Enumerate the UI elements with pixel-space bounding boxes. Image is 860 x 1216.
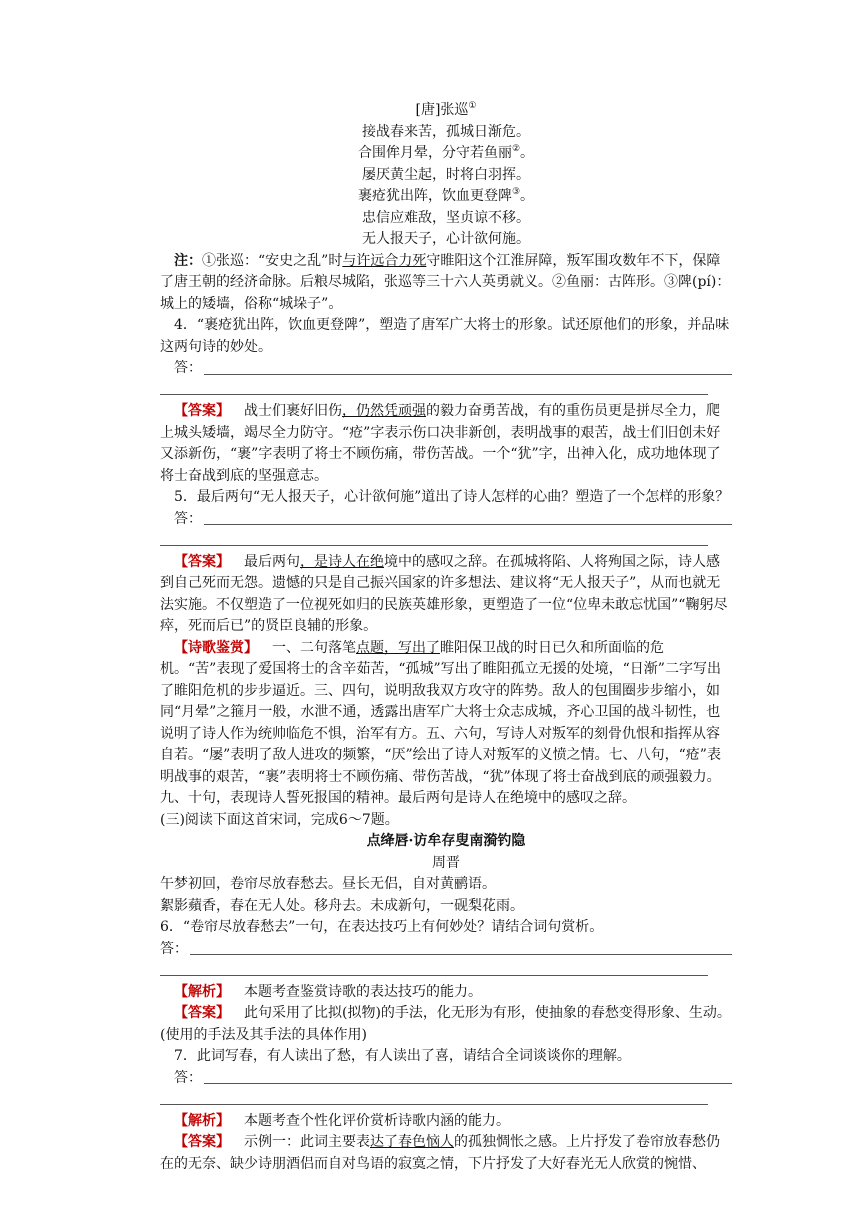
question-4: 4．“裹疮犹出阵，饮血更登陴”，塑造了唐军广大将士的形象。试还原他们的形象，并品味这两句诗的妙处。 bbox=[160, 317, 730, 355]
answer-line[interactable]: 答： bbox=[160, 939, 732, 961]
poem-line: 接战春来苦，孤城日渐危。 bbox=[362, 123, 530, 140]
poem-line: 忠信应难敌，坚贞谅不移。 bbox=[362, 209, 530, 226]
ci-line: 午梦初回，卷帘尽放春愁去。昼长无侣，自对黄鹂语。 bbox=[160, 876, 496, 892]
answer-line[interactable]: 答： bbox=[160, 509, 732, 531]
question-7: 7．此词写春，有人读出了愁，有人读出了喜，请结合全词谈谈你的理解。 bbox=[174, 1048, 631, 1064]
answer-line[interactable] bbox=[160, 960, 732, 982]
poem-appreciation: 【诗歌鉴赏】 一、二句落笔点题，写出了睢阳保卫战的时日已久和所面临的危机。“苦”表现了爱国将士的含辛茹苦，“孤城”写出了睢阳孤立无援的处境，“日渐”二字写出了睢阳危机的步步逼近。三、四句，说明敌我双方攻守的阵势。敌人的包围圈步步缩小，如同“月晕”之箍月一般，水泄不通，透露出唐军广大将士众志成城，齐心卫国的战斗韧性，也说明了诗人作为统帅临危不惧，治军有方。五、六句，写诗人对叛军的刻骨仇恨和指挥从容自若。“屡”表明了敌人进攻的频繁，“厌”绘出了诗人对叛军的义愤之情。七、八句，“疮”表明战事的艰苦，“裹”表明将士不顾伤痛、带伤苦战，“犹”体现了将士奋战到底的顽强毅力。九、十句，表现诗人誓死报国的精神。最后两句是诗人在绝境中的感叹之辞。 bbox=[160, 639, 721, 806]
answer-6: 【答案】 此句采用了比拟(拟物)的手法，化无形为有形，使抽象的春愁变得形象、生动。(使用的手法及其手法的具体作用) bbox=[160, 1005, 731, 1043]
ci-title: 点绛唇·访牟存叟南漪钓隐 bbox=[366, 833, 526, 849]
poem-line: 裹疮犹出阵，饮血更登陴③。 bbox=[357, 187, 535, 204]
poem-line: 屡厌黄尘起，时将白羽挥。 bbox=[362, 166, 530, 183]
question-6: 6．“卷帘尽放春愁去”一句，在表达技巧上有何妙处？请结合词句赏析。 bbox=[160, 919, 604, 935]
answer-7: 【答案】 示例一：此词主要表达了春色恼人的孤独惆怅之感。上片抒发了卷帘放春愁仍在的无奈、缺少诗朋酒侣而自对鸟语的寂寞之情，下片抒发了大好春光无人欣赏的惋惜、 bbox=[160, 1134, 720, 1172]
poem-notes: 注：①张巡：“安史之乱”时与许远合力死守睢阳这个江淮屏障，叛军围攻数年不下，保障了唐王朝的经济命脉。后粮尽城陷，张巡等三十六人英勇就义。②鱼丽：古阵形。③陴(pí)：城上的矮墙，俗称“城垛子”。 bbox=[160, 252, 731, 312]
analysis-6: 【解析】 本题考查鉴赏诗歌的表达技巧的能力。 bbox=[174, 983, 482, 1000]
section-intro: (三)阅读下面这首宋词，完成6～7题。 bbox=[160, 811, 399, 828]
ci-line: 絮影蘋香，春在无人处。移舟去。未成新句，一砚梨花雨。 bbox=[160, 897, 524, 914]
answer-line[interactable]: 答： bbox=[160, 1068, 732, 1090]
poem-line: 无人报天子，心计欲何施。 bbox=[362, 231, 530, 247]
ci-author: 周晋 bbox=[432, 854, 460, 871]
answer-4: 【答案】 战士们裹好旧伤，仍然凭顽强的毅力奋勇苦战，有的重伤员更是拼尽全力，爬上城头矮墙，竭尽全力防守。“疮”字表示伤口决非新创，表明战事的艰苦，战士们旧创未好又添新伤，“裹”字表明了将士不顾伤痛，带伤苦战。一个“犹”字，出神入化，成功地体现了将士奋战到底的坚强意志。 bbox=[160, 403, 721, 484]
analysis-7: 【解析】 本题考查个性化评价赏析诗歌内涵的能力。 bbox=[174, 1112, 510, 1129]
poem-author: [唐]张巡① bbox=[415, 101, 477, 118]
answer-line[interactable] bbox=[160, 380, 732, 402]
answer-line[interactable]: 答： bbox=[160, 358, 732, 380]
answer-5: 【答案】 最后两句，是诗人在绝境中的感叹之辞。在孤城将陷、人将殉国之际，诗人感到自己死而无怨。遗憾的只是自己振兴国家的许多想法、建议将“无人报天子”，从而也就无法实施。不仅塑造了一位视死如归的民族英雄形象，更塑造了一位“位卑未敢忘忧国”“鞠躬尽瘁，死而后已”的贤臣良辅的形象。 bbox=[160, 553, 728, 634]
question-5: 5．最后两句“无人报天子，心计欲何施”道出了诗人怎样的心曲？塑造了一个怎样的形象？ bbox=[174, 489, 730, 505]
answer-line[interactable] bbox=[160, 530, 732, 552]
answer-line[interactable] bbox=[160, 1089, 732, 1111]
poem-line: 合围侔月晕，分守若鱼丽②。 bbox=[357, 144, 535, 161]
document-page bbox=[160, 100, 732, 1175]
